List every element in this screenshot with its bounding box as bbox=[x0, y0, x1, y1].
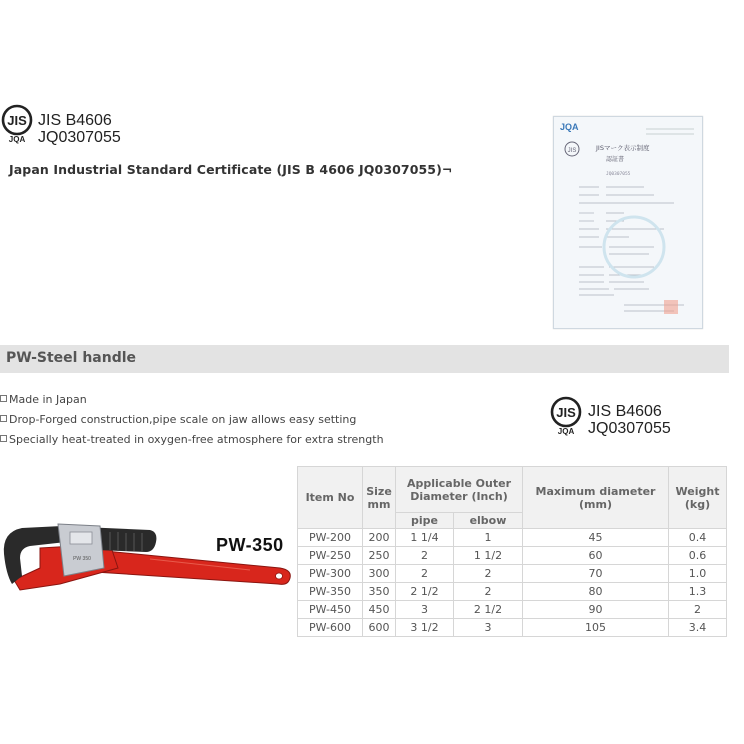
cell-max: 105 bbox=[523, 619, 669, 637]
cell-elbow: 2 bbox=[454, 583, 523, 601]
jis-logo-mark: JIS bbox=[7, 113, 27, 128]
cell-item: PW-300 bbox=[298, 565, 363, 583]
cert-number-small: JQ0307055 bbox=[606, 172, 631, 177]
cell-pipe: 2 bbox=[396, 547, 454, 565]
cell-size: 350 bbox=[363, 583, 396, 601]
jqa-logo-text: JQA bbox=[557, 427, 575, 436]
cell-weight: 0.4 bbox=[669, 529, 727, 547]
header-pipe: pipe bbox=[396, 513, 454, 529]
table-row bbox=[298, 583, 727, 601]
cell-pipe: 1 1/4 bbox=[396, 529, 454, 547]
header-outer-diameter: Applicable Outer Diameter (Inch) bbox=[396, 467, 523, 513]
table-row bbox=[298, 529, 727, 547]
section-header-bar bbox=[0, 345, 729, 373]
header-size: Size mm bbox=[363, 467, 396, 529]
cell-max: 70 bbox=[523, 565, 669, 583]
header-item-no: Item No bbox=[298, 467, 363, 529]
section-title: PW-Steel handle bbox=[6, 350, 137, 366]
jis-logo-mark: JIS bbox=[556, 405, 576, 420]
cell-elbow: 3 bbox=[454, 619, 523, 637]
cell-weight: 1.3 bbox=[669, 583, 727, 601]
feature-list bbox=[0, 393, 384, 453]
jis-cert-number: JQ0307055 bbox=[588, 420, 671, 437]
cell-size: 250 bbox=[363, 547, 396, 565]
bullet-icon bbox=[0, 415, 7, 422]
cell-weight: 0.6 bbox=[669, 547, 727, 565]
cell-item: PW-350 bbox=[298, 583, 363, 601]
jis-cert-number: JQ0307055 bbox=[38, 129, 121, 146]
header-elbow: elbow bbox=[454, 513, 523, 529]
cert-subheading: 認証書 bbox=[606, 156, 625, 163]
cell-size: 600 bbox=[363, 619, 396, 637]
cell-elbow: 1 1/2 bbox=[454, 547, 523, 565]
cell-size: 300 bbox=[363, 565, 396, 583]
jis-logo-icon bbox=[0, 104, 34, 144]
table-row bbox=[298, 601, 727, 619]
cell-size: 200 bbox=[363, 529, 396, 547]
jqa-logo-text: JQA bbox=[8, 135, 26, 144]
cert-jis-mark: JIS bbox=[567, 148, 577, 154]
cell-pipe: 2 bbox=[396, 565, 454, 583]
jis-standard: JIS B4606 bbox=[588, 403, 662, 420]
cert-jqa-header: JQA bbox=[560, 122, 579, 132]
spec-table bbox=[297, 466, 727, 637]
cell-pipe: 3 1/2 bbox=[396, 619, 454, 637]
cell-max: 80 bbox=[523, 583, 669, 601]
feature-item: Made in Japan bbox=[0, 393, 384, 413]
cell-pipe: 2 1/2 bbox=[396, 583, 454, 601]
bullet-icon bbox=[0, 395, 7, 402]
cell-max: 60 bbox=[523, 547, 669, 565]
cell-item: PW-450 bbox=[298, 601, 363, 619]
cell-pipe: 3 bbox=[396, 601, 454, 619]
jis-logo-icon bbox=[549, 396, 583, 436]
product-model-label: PW-350 bbox=[216, 535, 284, 555]
cell-elbow: 2 1/2 bbox=[454, 601, 523, 619]
cell-weight: 2 bbox=[669, 601, 727, 619]
cell-weight: 1.0 bbox=[669, 565, 727, 583]
cell-elbow: 1 bbox=[454, 529, 523, 547]
cert-heading: JISマーク表示制度 bbox=[596, 144, 650, 152]
cell-item: PW-600 bbox=[298, 619, 363, 637]
jis-standard: JIS B4606 bbox=[38, 112, 112, 129]
header-max-diameter: Maximum diameter (mm) bbox=[523, 467, 669, 529]
feature-item: Specially heat-treated in oxygen-free atmosphere for extra strength bbox=[0, 433, 384, 453]
table-row bbox=[298, 619, 727, 637]
table-row bbox=[298, 547, 727, 565]
cell-item: PW-250 bbox=[298, 547, 363, 565]
header-weight: Weight (kg) bbox=[669, 467, 727, 529]
feature-item: Drop-Forged construction,pipe scale on jaw allows easy setting bbox=[0, 413, 384, 433]
cell-item: PW-200 bbox=[298, 529, 363, 547]
cell-weight: 3.4 bbox=[669, 619, 727, 637]
cell-max: 90 bbox=[523, 601, 669, 619]
cell-max: 45 bbox=[523, 529, 669, 547]
bullet-icon bbox=[0, 435, 7, 442]
pipe-wrench-image bbox=[0, 518, 296, 594]
cell-size: 450 bbox=[363, 601, 396, 619]
wrench-jaw-label: PW 350 bbox=[73, 556, 91, 562]
certificate-title: Japan Industrial Standard Certificate (JIS B 4606 JQ0307055)¬ bbox=[9, 162, 453, 177]
cell-elbow: 2 bbox=[454, 565, 523, 583]
table-row bbox=[298, 565, 727, 583]
certificate-image[interactable] bbox=[553, 116, 703, 329]
